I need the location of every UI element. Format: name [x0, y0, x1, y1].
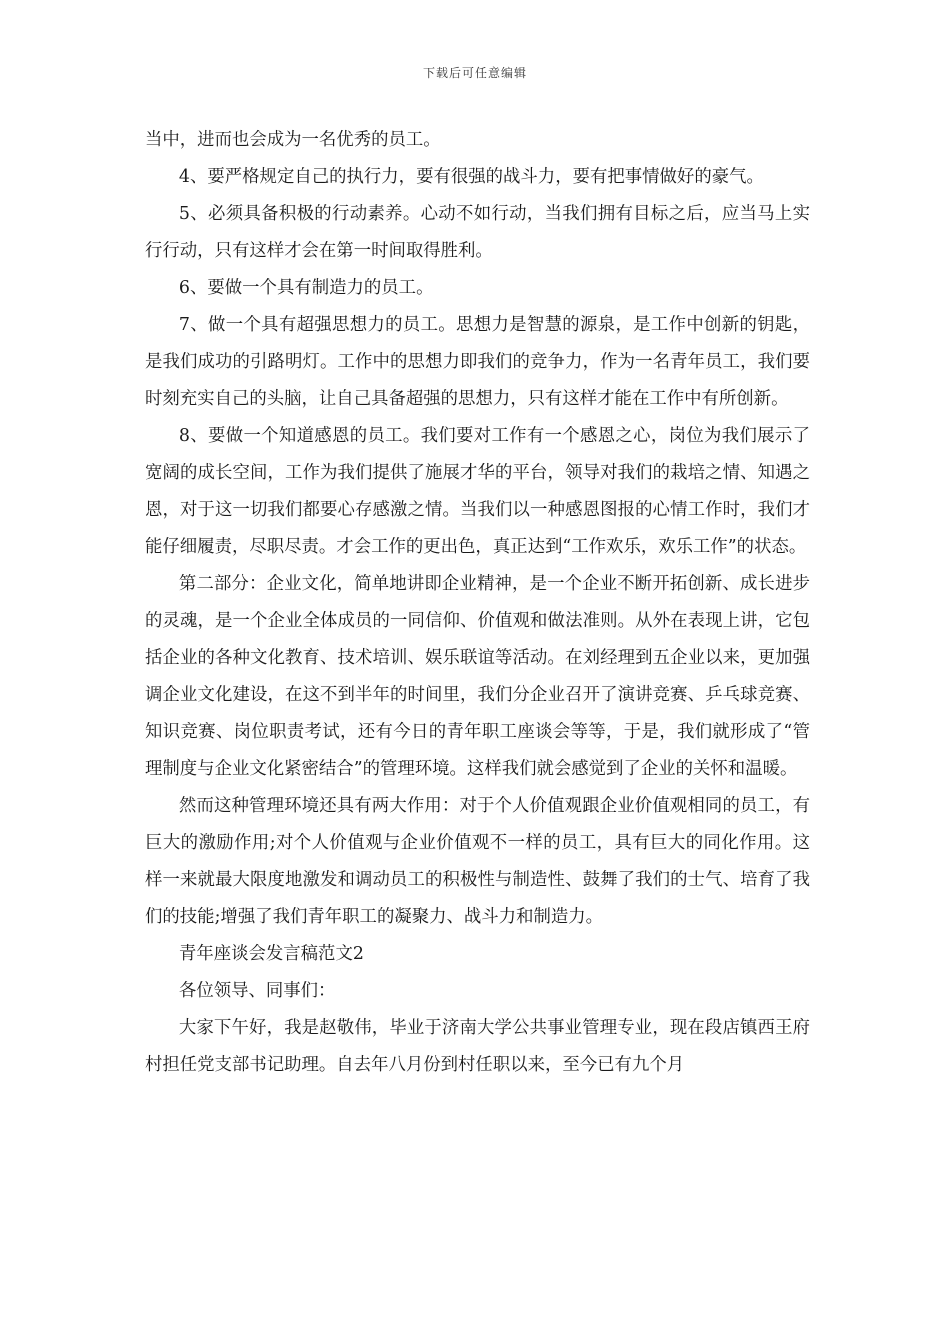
page-header: 下载后可任意编辑	[422, 66, 527, 80]
paragraph: 第二部分：企业文化，简单地讲即企业精神，是一个企业不断开拓创新、成长进步的灵魂，是一个企业全体成员的一同信仰、价值观和做法准则。从外在表现上讲，它包括企业的各种文化教育、技术培训、娱乐联谊等活动。在刘经理到五企业以来，更加强调企业文化建设，在这不到半年的时间里，我们分企业召开了演讲竞赛、乒乓球竞赛、知识竞赛、岗位职责考试，还有今日的青年职工座谈会等等，于是，我们就形成了“管理制度与企业文化紧密结合”的管理环境。这样我们就会感觉到了企业的关怀和温暖。	[145, 574, 810, 779]
document-body	[145, 122, 810, 1084]
paragraph: 然而这种管理环境还具有两大作用：对于个人价值观跟企业价值观相同的员工，有巨大的激励作用;对个人价值观与企业价值观不一样的员工，具有巨大的同化作用。这样一来就最大限度地激发和调动员工的积极性与制造性、鼓舞了我们的士气、培育了我们的技能;增强了我们青年职工的凝聚力、战斗力和制造力。	[145, 796, 810, 927]
paragraph: 5、必须具备积极的行动素养。心动不如行动，当我们拥有目标之后，应当马上实行行动，只有这样才会在第一时间取得胜利。	[145, 204, 810, 261]
section-title: 青年座谈会发言稿范文2	[178, 944, 364, 964]
paragraph: 6、要做一个具有制造力的员工。	[178, 278, 434, 298]
paragraph: 8、要做一个知道感恩的员工。我们要对工作有一个感恩之心，岗位为我们展示了宽阔的成长空间，工作为我们提供了施展才华的平台，领导对我们的栽培之情、知遇之恩，对于这一切我们都要心存感激之情。当我们以一种感恩图报的心情工作时，我们才能仔细履责，尽职尽责。才会工作的更出色，真正达到“工作欢乐，欢乐工作”的状态。	[145, 426, 810, 557]
paragraph: 4、要严格规定自己的执行力，要有很强的战斗力，要有把事情做好的豪气。	[178, 167, 764, 187]
paragraph: 当中，进而也会成为一名优秀的员工。	[145, 130, 441, 150]
paragraph: 7、做一个具有超强思想力的员工。思想力是智慧的源泉，是工作中创新的钥匙，是我们成功的引路明灯。工作中的思想力即我们的竞争力，作为一名青年员工，我们要时刻充实自己的头脑，让自己具备超强的思想力，只有这样才能在工作中有所创新。	[145, 315, 810, 409]
paragraph: 大家下午好，我是赵敬伟，毕业于济南大学公共事业管理专业，现在段店镇西王府村担任党支部书记助理。自去年八月份到村任职以来，至今已有九个月	[145, 1018, 810, 1075]
salutation: 各位领导、同事们：	[178, 981, 336, 1001]
